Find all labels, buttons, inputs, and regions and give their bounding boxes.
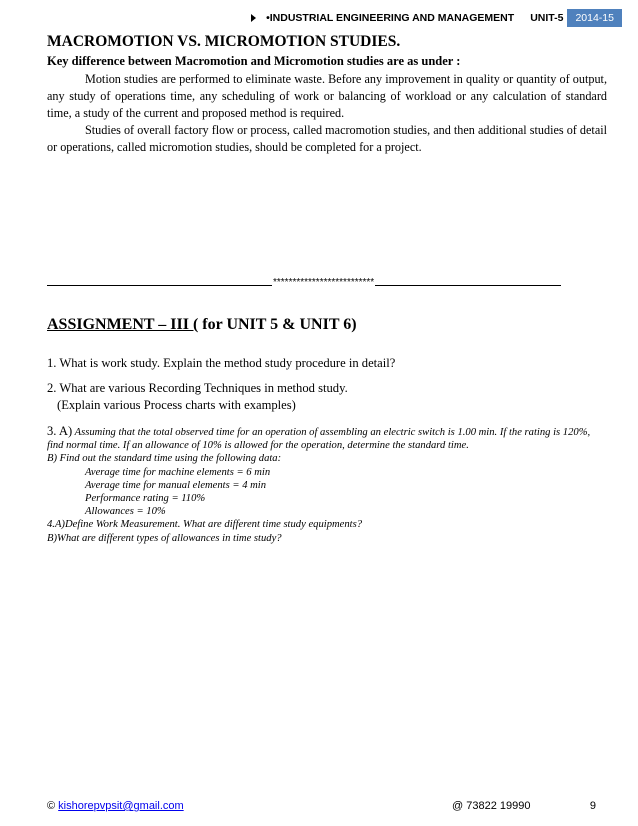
question-4b: B)What are different types of allowances in time study? — [47, 532, 282, 544]
divider-line-left — [47, 285, 272, 286]
star-divider — [47, 274, 561, 288]
footer-email-link[interactable]: kishorepvpsit@gmail.com — [58, 800, 184, 812]
copyright-symbol: © — [47, 800, 56, 812]
section-subheading: Key difference between Macromotion and Micromotion studies are as under : — [47, 54, 461, 68]
question-3-number: 3. A) — [47, 424, 73, 438]
question-2-text: 2. What are various Recording Techniques in method study. — [47, 381, 348, 395]
paragraph-1: Motion studies are performed to eliminate waste. Before any improvement in quality or quantity of output, any study of operations time, any scheduling of work or balancing of workload or any calculation of standard time, a study of the current and proposed method is required. — [47, 72, 607, 120]
assignment-title-underlined: ASSIGNMENT – III ( — [47, 316, 199, 333]
question-2-sub: (Explain various Process charts with examples) — [57, 398, 296, 412]
paragraph-2: Studies of overall factory flow or process, called macromotion studies, and then additional studies of detail or operations, called micromotion studies, should be completed for a project. — [47, 123, 607, 154]
divider-line-right — [375, 285, 561, 286]
divider-stars: ************************** — [273, 277, 375, 288]
header-unit: UNIT-5 — [530, 12, 564, 24]
page-number: 9 — [589, 800, 596, 812]
question-3b: B) Find out the standard time using the following data: — [47, 453, 282, 465]
triangle-bullet-icon — [251, 14, 256, 22]
section-heading: MACROMOTION VS. MICROMOTION STUDIES. — [47, 33, 401, 50]
question-3a — [47, 425, 607, 452]
section-macromotion — [47, 33, 607, 156]
data-line: Average time for manual elements = 4 min — [85, 479, 267, 491]
data-line: Allowances = 10% — [85, 506, 166, 518]
footer-phone: @ 73822 19990 — [452, 800, 531, 812]
page-header — [251, 8, 622, 28]
question-2 — [47, 380, 348, 414]
header-title: •INDUSTRIAL ENGINEERING AND MANAGEMENT — [266, 12, 515, 24]
assignment-title-rest: for UNIT 5 & UNIT 6) — [198, 316, 357, 333]
question-3a-text: Assuming that the total observed time for an operation of assembling an electric switch is 1.00 min. If the rating is 120%, find normal time. If an allowance of 10% is allowed for the operation, determine the standard time. — [47, 427, 591, 452]
page-footer — [47, 800, 596, 812]
question-3-4-block — [47, 425, 607, 545]
header-year-badge: 2014-15 — [567, 9, 622, 27]
data-line: Performance rating = 110% — [85, 493, 206, 505]
assignment-title — [47, 316, 357, 334]
data-line: Average time for machine elements = 6 min — [85, 466, 271, 478]
question-1: 1. What is work study. Explain the method study procedure in detail? — [47, 356, 396, 370]
question-4a: 4.A)Define Work Measurement. What are different time study equipments? — [47, 519, 362, 531]
